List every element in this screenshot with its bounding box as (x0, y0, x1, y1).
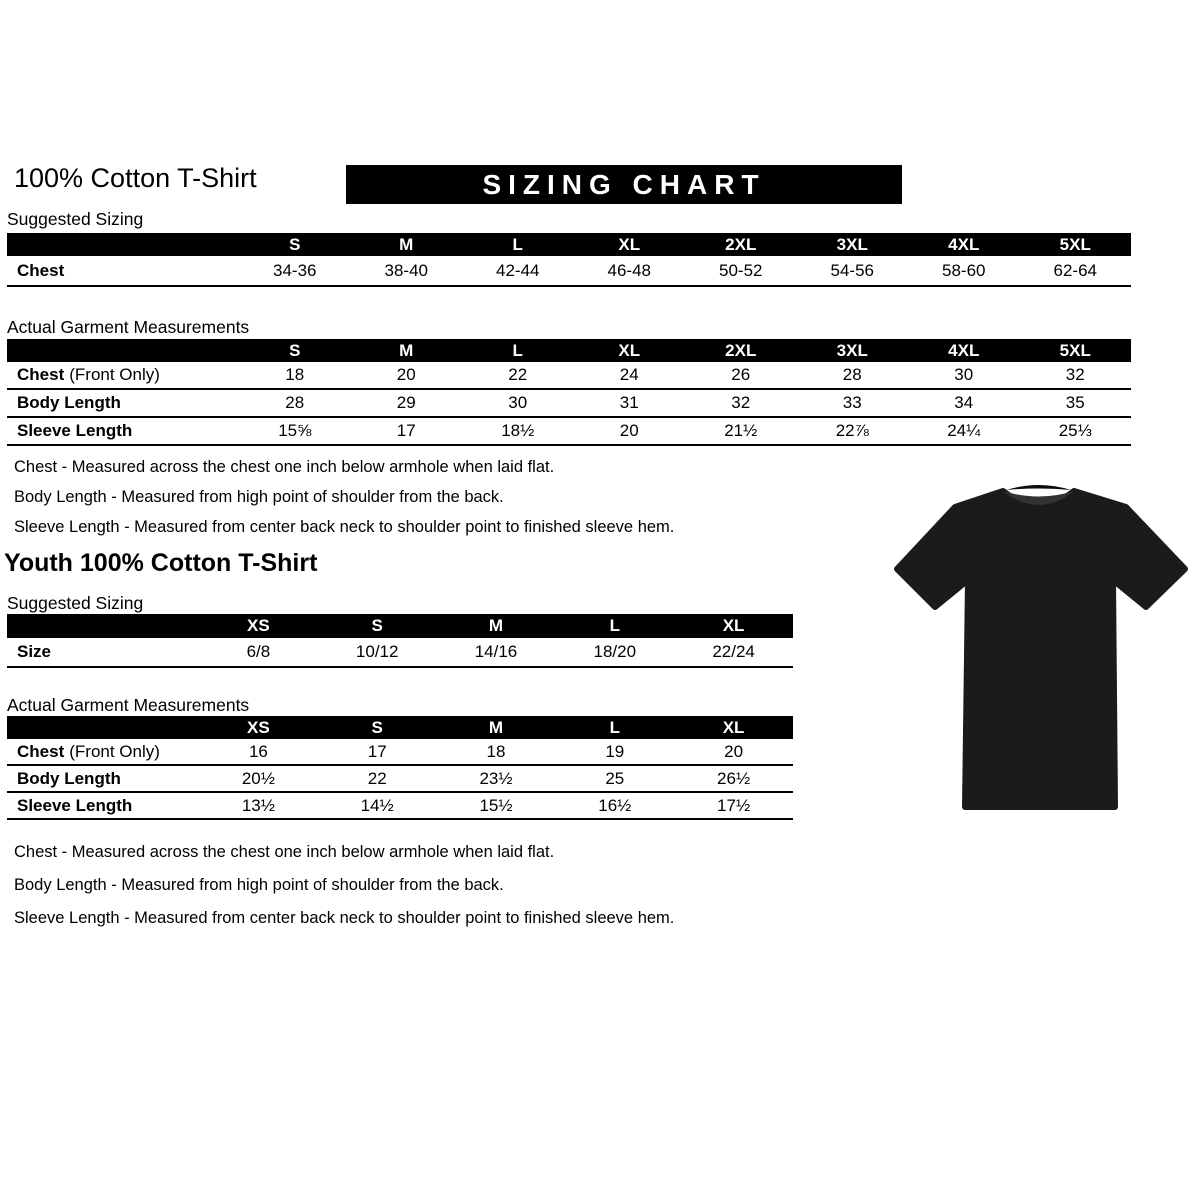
note-body-length: Body Length - Measured from high point of shoulder from the back. (14, 876, 504, 894)
row-label: Size (17, 642, 52, 661)
column-header: 2XL (725, 340, 757, 360)
column-header: S (371, 616, 383, 635)
adult-suggested-sizing-label: Suggested Sizing (7, 209, 144, 229)
column-header: 4XL (948, 340, 980, 360)
column-header (7, 716, 199, 739)
table-cell: 42-44 (496, 260, 540, 280)
column-header: M (399, 234, 414, 254)
row-label: Body Length (17, 393, 121, 412)
table-cell: 33 (842, 393, 862, 412)
column-header: 5XL (1059, 234, 1091, 254)
table-row (7, 739, 793, 766)
note-body-length: Body Length - Measured from high point of shoulder from the back. (14, 488, 504, 506)
column-header (7, 614, 199, 638)
row-label: Sleeve Length (17, 795, 133, 815)
table-cell: 32 (1065, 365, 1085, 384)
row-label (7, 362, 239, 388)
table-row (7, 638, 793, 668)
row-label: Body Length (17, 768, 121, 788)
table-header-row (7, 614, 793, 638)
table-cell: 20 (396, 365, 416, 384)
table-cell: 15½ (479, 795, 513, 815)
column-header: XS (247, 616, 270, 635)
table-cell: 22⅞ (835, 421, 869, 440)
column-header: 2XL (725, 234, 757, 254)
table-row (7, 362, 1131, 390)
note-chest: Chest - Measured across the chest one inch below armhole when laid flat. (14, 458, 555, 476)
table-cell: 17 (396, 421, 416, 440)
table-cell: 13½ (241, 795, 275, 815)
column-header: XL (618, 234, 641, 254)
table-cell: 30 (954, 365, 974, 384)
table-cell: 24¼ (947, 421, 981, 440)
table-cell: 35 (1065, 393, 1085, 412)
table-cell: 10/12 (355, 642, 399, 661)
column-header: S (289, 234, 301, 254)
column-header: XL (722, 717, 745, 737)
row-label-suffix: (Front Only) (69, 365, 160, 384)
table-header-row (7, 339, 1131, 362)
youth-section-title: Youth 100% Cotton T-Shirt (4, 549, 318, 577)
row-label (7, 739, 199, 764)
column-header: L (609, 717, 620, 737)
page-title: 100% Cotton T-Shirt (14, 163, 257, 193)
table-cell: 6/8 (246, 642, 271, 661)
column-header (7, 233, 239, 256)
table-cell: 31 (619, 393, 639, 412)
note-sleeve-length: Sleeve Length - Measured from center back neck to shoulder point to finished sleeve hem. (14, 909, 675, 927)
table-row (7, 418, 1131, 446)
table-row (7, 766, 793, 793)
table-cell: 18 (285, 365, 305, 384)
row-label-main: Chest (17, 741, 65, 761)
column-header: 4XL (948, 234, 980, 254)
table-cell: 46-48 (607, 260, 651, 280)
table-cell: 22 (367, 768, 387, 788)
table-cell: 54-56 (830, 260, 874, 280)
table-cell: 58-60 (942, 260, 986, 280)
column-header: XL (618, 340, 641, 360)
table-cell: 14½ (360, 795, 394, 815)
table-cell: 20 (619, 421, 639, 440)
table-cell: 23½ (479, 768, 513, 788)
adult-garment-measurements-label: Actual Garment Measurements (7, 317, 250, 337)
table-header-row (7, 233, 1131, 256)
table-cell: 14/16 (474, 642, 518, 661)
table-cell: 22/24 (712, 642, 755, 661)
row-label: Chest (17, 260, 65, 280)
table-cell: 22 (508, 365, 528, 384)
column-header: L (512, 340, 523, 360)
table-cell: 50-52 (719, 260, 763, 280)
table-row (7, 390, 1131, 418)
adult-suggested-sizing-table (7, 233, 1131, 287)
tshirt-graphic (893, 477, 1189, 815)
table-cell: 38-40 (384, 260, 428, 280)
column-header: S (289, 340, 301, 360)
table-cell: 25⅓ (1058, 421, 1092, 440)
column-header: M (488, 717, 504, 737)
table-cell: 15⅝ (278, 421, 312, 440)
column-header: L (609, 616, 620, 635)
table-cell: 28 (285, 393, 305, 412)
table-cell: 16 (248, 741, 268, 761)
table-row (7, 793, 793, 820)
table-cell: 62-64 (1053, 260, 1097, 280)
table-cell: 32 (731, 393, 751, 412)
table-cell: 28 (842, 365, 862, 384)
column-header (7, 339, 239, 362)
youth-suggested-sizing-label: Suggested Sizing (7, 593, 144, 613)
row-label-main: Chest (17, 365, 65, 384)
table-cell: 21½ (724, 421, 758, 440)
sizing-chart-banner: SIZING CHART (346, 165, 902, 204)
table-cell: 34-36 (273, 260, 317, 280)
table-cell: 18/20 (593, 642, 637, 661)
column-header: XS (247, 717, 270, 737)
table-header-row (7, 716, 793, 739)
table-cell: 26½ (717, 768, 751, 788)
column-header: 5XL (1059, 340, 1091, 360)
youth-garment-measurements-table (7, 716, 793, 820)
table-row (7, 256, 1131, 287)
table-cell: 25 (605, 768, 625, 788)
table-cell: 19 (605, 741, 625, 761)
column-header: XL (722, 616, 745, 635)
adult-garment-measurements-table (7, 339, 1131, 446)
table-cell: 26 (731, 365, 751, 384)
table-cell: 34 (954, 393, 974, 412)
tshirt-body (897, 491, 1185, 807)
column-header: M (399, 340, 414, 360)
table-cell: 20 (724, 741, 744, 761)
youth-measurement-notes (14, 843, 674, 942)
adult-measurement-notes (14, 458, 674, 548)
table-cell: 30 (508, 393, 528, 412)
tshirt-back-collar (1006, 485, 1071, 490)
youth-garment-measurements-label: Actual Garment Measurements (7, 695, 250, 715)
note-chest: Chest - Measured across the chest one inch below armhole when laid flat. (14, 843, 555, 861)
column-header: 3XL (836, 340, 868, 360)
column-header: S (371, 717, 383, 737)
table-cell: 16½ (598, 795, 632, 815)
note-sleeve-length: Sleeve Length - Measured from center back neck to shoulder point to finished sleeve hem. (14, 518, 675, 536)
column-header: M (488, 616, 504, 635)
table-cell: 18½ (501, 421, 535, 440)
table-cell: 17½ (717, 795, 751, 815)
table-cell: 18 (486, 741, 506, 761)
row-label: Sleeve Length (17, 421, 133, 440)
black-tshirt-image (893, 477, 1189, 815)
column-header: L (512, 234, 523, 254)
column-header: 3XL (836, 234, 868, 254)
youth-suggested-sizing-table (7, 614, 793, 668)
table-cell: 20½ (241, 768, 275, 788)
table-cell: 17 (367, 741, 387, 761)
table-cell: 29 (396, 393, 416, 412)
row-label-suffix: (Front Only) (69, 741, 160, 761)
table-cell: 24 (619, 365, 639, 384)
